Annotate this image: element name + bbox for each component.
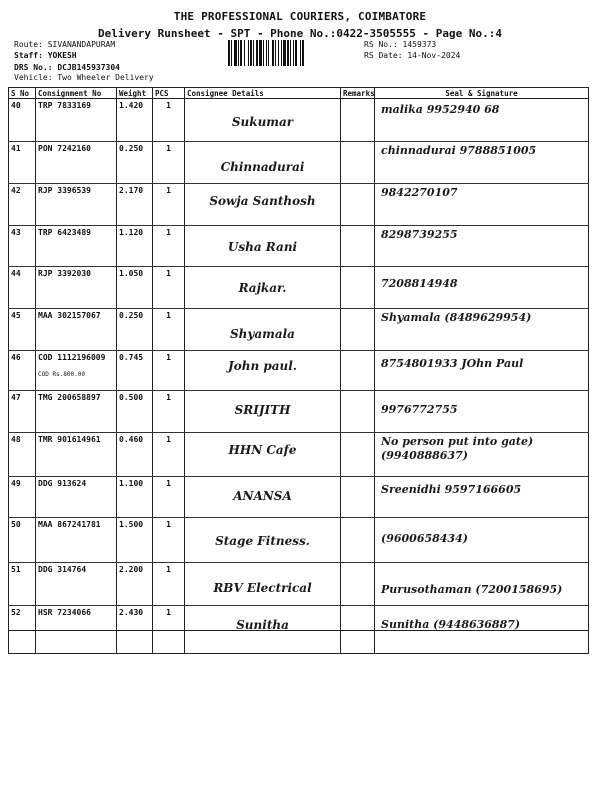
col-header-remarks: Remarks	[341, 88, 375, 99]
consignee-handwriting: Rajkar.	[238, 281, 287, 295]
consignee-handwriting: Shyamala	[230, 327, 295, 341]
cell-signature	[375, 351, 589, 391]
cell-consignee	[185, 142, 341, 184]
cell-pcs: 1	[153, 142, 185, 184]
consignee-handwriting: John paul.	[228, 359, 297, 373]
consignment-number: RJP 3392030	[38, 269, 91, 278]
consignee-handwriting: Chinnadurai	[220, 160, 305, 174]
consignee-handwriting: Sukumar	[231, 115, 294, 129]
consignment-number: TRP 7833169	[38, 101, 91, 110]
consignment-number: DDG 913624	[38, 479, 87, 488]
col-header-sno: S No	[9, 88, 36, 99]
cell-weight: 1.050	[117, 267, 153, 309]
cell-consignee	[185, 518, 341, 563]
cell-remarks	[341, 518, 375, 563]
consignee-handwriting: RBV Electrical	[213, 581, 312, 595]
signature-handwriting: 8754801933 JOhn Paul	[381, 357, 524, 370]
consignment-number: TMG 200658897	[38, 393, 101, 402]
cell-weight: 1.100	[117, 477, 153, 518]
table-row	[9, 563, 589, 606]
cell-pcs: 1	[153, 226, 185, 267]
cell-consignment	[36, 391, 117, 433]
document-title: THE PROFESSIONAL COURIERS, COIMBATORE	[173, 10, 427, 23]
cell-consignee	[185, 99, 341, 142]
signature-handwriting: (9600658434)	[381, 532, 468, 545]
signature-handwriting: 8298739255	[381, 228, 458, 241]
consignment-number: TMR 901614961	[38, 435, 101, 444]
cell-signature	[375, 433, 589, 477]
col-header-weight: Weight	[117, 88, 153, 99]
runsheet-table	[8, 87, 589, 654]
cell-pcs: 1	[153, 267, 185, 309]
consignment-number: MAA 867241781	[38, 520, 101, 529]
cell-weight: 2.200	[117, 563, 153, 606]
table-row	[9, 99, 589, 142]
table-row	[9, 267, 589, 309]
cell-weight: 1.420	[117, 99, 153, 142]
cell-pcs: 1	[153, 391, 185, 433]
rs-number: RS No.: 1459373	[364, 40, 437, 49]
cell-consignee	[185, 563, 341, 606]
signature-handwriting: Shyamala (8489629954)	[381, 311, 532, 324]
table-row	[9, 184, 589, 226]
consignment-number: HSR 7234066	[38, 608, 91, 617]
cell-signature	[375, 518, 589, 563]
cell-signature	[375, 309, 589, 351]
cell-remarks	[341, 433, 375, 477]
cell-consignment	[36, 226, 117, 267]
cell-consignment	[36, 142, 117, 184]
cell-consignment	[36, 433, 117, 477]
table-header-row	[9, 88, 589, 99]
table-row	[9, 477, 589, 518]
cell-sno: 52	[9, 606, 36, 654]
rs-date: RS Date: 14-Nov-2024	[364, 51, 461, 60]
cell-sno: 42	[9, 184, 36, 226]
cell-remarks	[341, 99, 375, 142]
signature-handwriting: 7208814948	[381, 277, 458, 290]
consignee-handwriting: SRIJITH	[234, 403, 291, 417]
cell-pcs: 1	[153, 477, 185, 518]
cell-signature	[375, 142, 589, 184]
table-row	[9, 518, 589, 563]
cell-sno: 47	[9, 391, 36, 433]
table-row	[9, 351, 589, 391]
cell-weight: 0.250	[117, 142, 153, 184]
cell-consignee	[185, 309, 341, 351]
signature-handwriting: Purusothaman (7200158695)	[381, 583, 563, 596]
barcode	[228, 40, 356, 66]
cell-consignee	[185, 433, 341, 477]
cell-sno: 51	[9, 563, 36, 606]
consignment-number: COD 1112196009	[38, 353, 106, 362]
consignee-handwriting: Sowja Santhosh	[209, 194, 316, 208]
cell-remarks	[341, 563, 375, 606]
cell-remarks	[341, 309, 375, 351]
signature-handwriting: malika 9952940 68	[381, 103, 500, 116]
cell-weight: 0.500	[117, 391, 153, 433]
cell-sno: 46	[9, 351, 36, 391]
cell-pcs: 1	[153, 518, 185, 563]
cell-pcs: 1	[153, 99, 185, 142]
cell-pcs: 1	[153, 433, 185, 477]
cell-consignment	[36, 518, 117, 563]
staff-label: Staff: YOKESH	[14, 51, 77, 60]
cell-sno: 40	[9, 99, 36, 142]
table-row	[9, 309, 589, 351]
cell-consignee	[185, 351, 341, 391]
cell-weight: 2.170	[117, 184, 153, 226]
cell-pcs: 1	[153, 184, 185, 226]
cell-remarks	[341, 184, 375, 226]
bottom-rule	[8, 630, 588, 631]
signature-handwriting: 9842270107	[381, 186, 458, 199]
cell-sno: 48	[9, 433, 36, 477]
document-subtitle: Delivery Runsheet - SPT - Phone No.:0422-3505555 - Page No.:4	[98, 27, 502, 40]
cod-amount: COD Rs.800.00	[38, 371, 85, 378]
consignee-handwriting: Sunitha	[236, 618, 289, 632]
cell-signature	[375, 184, 589, 226]
route-label: Route: SIVANANDAPURAM	[14, 40, 116, 49]
drs-number: DRS No.: DCJB145937304	[14, 63, 120, 72]
cell-sno: 49	[9, 477, 36, 518]
consignment-number: TRP 6423489	[38, 228, 91, 237]
cell-sno: 44	[9, 267, 36, 309]
cell-sno: 45	[9, 309, 36, 351]
col-header-pcs: PCS	[153, 88, 185, 99]
cell-pcs: 1	[153, 606, 185, 654]
cell-pcs: 1	[153, 563, 185, 606]
consignment-number: PON 7242160	[38, 144, 91, 153]
cell-consignment	[36, 563, 117, 606]
consignee-handwriting: Usha Rani	[227, 240, 298, 254]
cell-consignee	[185, 477, 341, 518]
col-header-consignee: Consignee Details	[185, 88, 341, 99]
cell-consignment	[36, 267, 117, 309]
cell-signature	[375, 267, 589, 309]
cell-sno: 50	[9, 518, 36, 563]
cell-sno: 43	[9, 226, 36, 267]
signature-handwriting: Sunitha (9448636887)	[381, 618, 521, 631]
consignment-number: DDG 314764	[38, 565, 87, 574]
consignee-handwriting: Stage Fitness.	[215, 534, 310, 548]
cell-consignment	[36, 351, 117, 391]
col-header-consignment: Consignment No	[36, 88, 117, 99]
cell-pcs: 1	[153, 309, 185, 351]
cell-remarks	[341, 391, 375, 433]
cell-consignment	[36, 99, 117, 142]
signature-handwriting: No person put into gate) (9940888637)	[381, 435, 534, 462]
signature-handwriting: 9976772755	[381, 403, 458, 416]
cell-weight: 2.430	[117, 606, 153, 654]
cell-remarks	[341, 477, 375, 518]
col-header-signature: Seal & Signature	[375, 88, 589, 99]
cell-signature	[375, 226, 589, 267]
consignment-number: MAA 302157067	[38, 311, 101, 320]
cell-weight: 1.120	[117, 226, 153, 267]
cell-consignee	[185, 267, 341, 309]
cell-remarks	[341, 267, 375, 309]
cell-consignment	[36, 184, 117, 226]
table-row	[9, 226, 589, 267]
cell-weight: 1.500	[117, 518, 153, 563]
table-row	[9, 391, 589, 433]
cell-remarks	[341, 226, 375, 267]
cell-weight: 0.745	[117, 351, 153, 391]
cell-weight: 0.250	[117, 309, 153, 351]
cell-weight: 0.460	[117, 433, 153, 477]
table-row	[9, 433, 589, 477]
cell-pcs: 1	[153, 351, 185, 391]
cell-signature	[375, 99, 589, 142]
cell-consignee	[185, 391, 341, 433]
signature-handwriting: Sreenidhi 9597166605	[381, 483, 522, 496]
consignee-handwriting: HHN Cafe	[228, 443, 297, 457]
vehicle-label: Vehicle: Two Wheeler Delivery	[14, 73, 154, 82]
cell-signature	[375, 391, 589, 433]
signature-handwriting: chinnadurai 9788851005	[381, 144, 537, 157]
cell-signature	[375, 477, 589, 518]
cell-consignee	[185, 226, 341, 267]
cell-consignee	[185, 184, 341, 226]
cell-consignment	[36, 477, 117, 518]
cell-signature	[375, 563, 589, 606]
table-row	[9, 142, 589, 184]
consignment-number: RJP 3396539	[38, 186, 91, 195]
cell-sno: 41	[9, 142, 36, 184]
cell-consignment	[36, 309, 117, 351]
cell-remarks	[341, 351, 375, 391]
consignee-handwriting: ANANSA	[233, 489, 292, 503]
cell-remarks	[341, 142, 375, 184]
